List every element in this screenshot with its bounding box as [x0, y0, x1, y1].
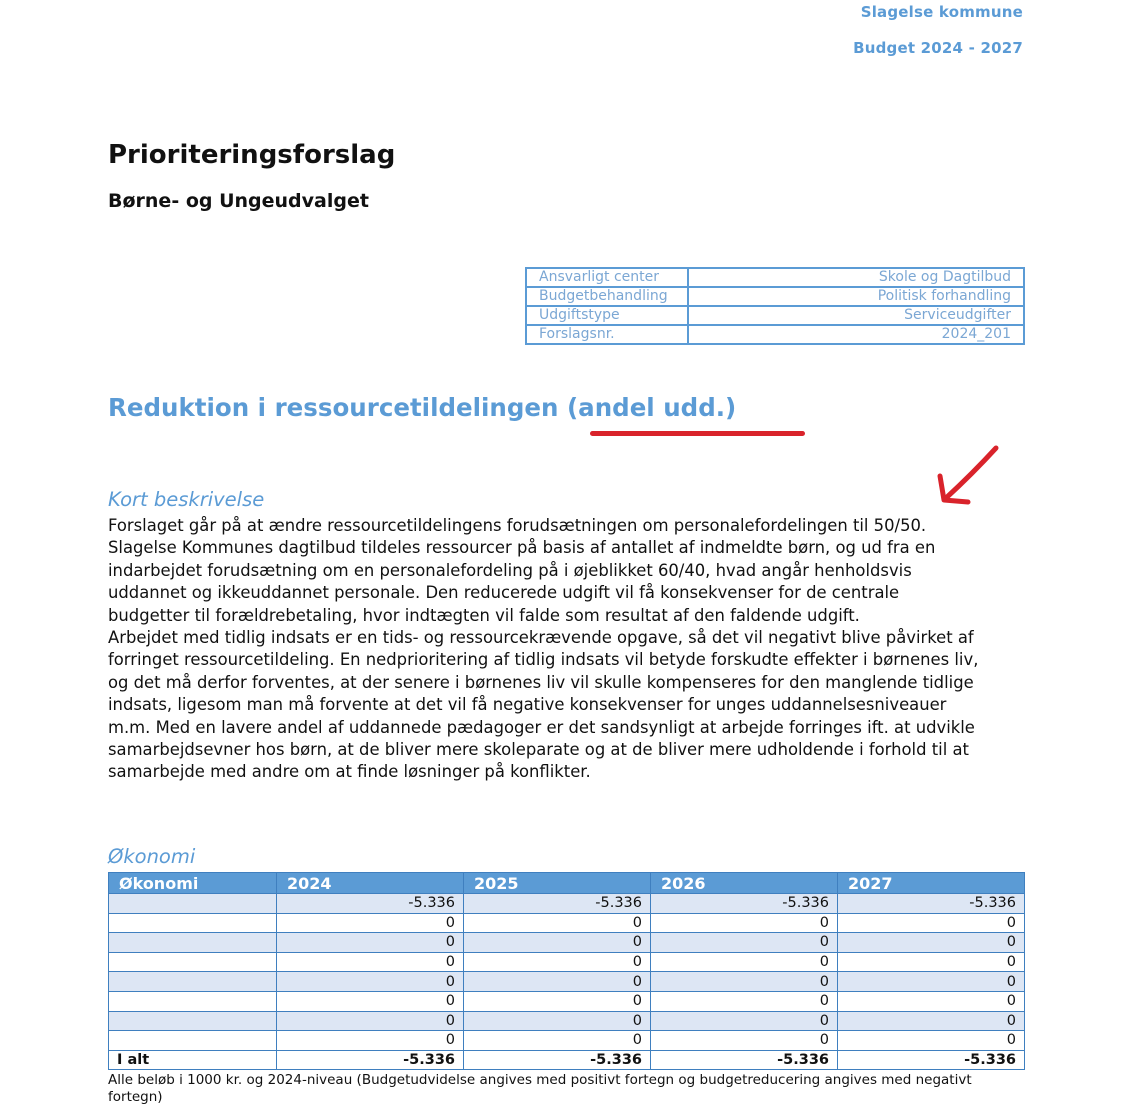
table-row	[109, 1031, 1025, 1051]
total-value: -5.336	[277, 1050, 464, 1070]
row-label	[109, 1011, 277, 1031]
cell-value: 0	[277, 952, 464, 972]
meta-value: Serviceudgifter	[688, 306, 1024, 325]
red-arrow-annotation	[930, 440, 1002, 510]
cell-value: 0	[838, 952, 1025, 972]
meta-value: Politisk forhandling	[688, 287, 1024, 306]
cell-value: 0	[838, 1031, 1025, 1051]
cell-value: -5.336	[277, 894, 464, 914]
column-header: 2025	[464, 873, 651, 894]
economy-section-title: Økonomi	[108, 845, 196, 868]
total-label: I alt	[109, 1050, 277, 1070]
cell-value: 0	[277, 1031, 464, 1051]
proposal-meta-table	[525, 267, 1025, 345]
budget-period: Budget 2024 - 2027	[853, 39, 1023, 57]
total-value: -5.336	[651, 1050, 838, 1070]
cell-value: 0	[464, 913, 651, 933]
meta-row	[526, 306, 1024, 325]
description-line: indarbejdet forudsætning om en personalefordeling på i øjeblikket 60/40, hvad angår henholdsvis	[108, 560, 912, 580]
description-section-title: Kort beskrivelse	[108, 488, 265, 511]
total-row	[109, 1050, 1025, 1070]
economy-table	[108, 872, 1025, 1070]
meta-key: Budgetbehandling	[526, 287, 688, 306]
description-line: samarbejdsevner hos børn, at de bliver mere skoleparate og at de bliver mere udholdende i forhold til at	[108, 740, 969, 760]
cell-value: 0	[651, 1011, 838, 1031]
cell-value: 0	[277, 913, 464, 933]
description-line: Forslaget går på at ændre ressourcetildelingens forudsætningen om personalefordelingen til 50/50.	[108, 516, 927, 535]
row-label	[109, 933, 277, 953]
row-label	[109, 894, 277, 914]
meta-row	[526, 325, 1024, 344]
cell-value: 0	[651, 972, 838, 992]
cell-value: 0	[838, 1011, 1025, 1031]
red-underline-annotation	[590, 431, 805, 436]
description-text	[108, 515, 1028, 784]
cell-value: 0	[651, 991, 838, 1011]
table-row	[109, 933, 1025, 953]
economy-footnote: Alle beløb i 1000 kr. og 2024-niveau (Budgetudvidelse angives med positivt fortegn og budgetreducering angives med negativt fortegn)	[108, 1072, 972, 1105]
description-line: samarbejde med andre om at finde løsninger på konflikter.	[108, 762, 591, 782]
description-line: forringet ressourcetildeling. En nedprioritering af tidlig indsats vil betyde forskudte effekter i børnenes liv,	[108, 650, 979, 670]
total-value: -5.336	[838, 1050, 1025, 1070]
description-line: Slagelse Kommunes dagtilbud tildeles ressourcer på basis af antallet af indmeldte børn, og ud fra en	[108, 538, 936, 558]
cell-value: 0	[651, 1031, 838, 1051]
table-row	[109, 1011, 1025, 1031]
description-line: og det må derfor forventes, at der senere i børnenes liv vil skulle kompenseres for den manglende tidlige	[108, 672, 974, 692]
table-row	[109, 991, 1025, 1011]
description-line: uddannet og ikkeuddannet personale. Den reducerede udgift vil få konsekvenser for de centrale	[108, 583, 900, 603]
meta-key: Forslagsnr.	[526, 325, 688, 344]
committee-name: Børne- og Ungeudvalget	[108, 190, 369, 212]
meta-key: Ansvarligt center	[526, 268, 688, 287]
cell-value: 0	[277, 1011, 464, 1031]
cell-value: 0	[838, 933, 1025, 953]
column-header: 2024	[277, 873, 464, 894]
cell-value: 0	[464, 972, 651, 992]
column-header: Økonomi	[109, 873, 277, 894]
cell-value: -5.336	[651, 894, 838, 914]
cell-value: 0	[277, 972, 464, 992]
table-row	[109, 952, 1025, 972]
meta-key: Udgiftstype	[526, 306, 688, 325]
municipality-name: Slagelse kommune	[860, 3, 1023, 21]
cell-value: 0	[277, 933, 464, 953]
row-label	[109, 913, 277, 933]
table-row	[109, 972, 1025, 992]
table-row	[109, 894, 1025, 914]
column-header: 2026	[651, 873, 838, 894]
meta-row	[526, 268, 1024, 287]
cell-value: 0	[464, 933, 651, 953]
cell-value: 0	[651, 913, 838, 933]
description-line: m.m. Med en lavere andel af uddannede pædagoger er det sandsynligt at arbejde forringes ift. at udvikle	[108, 717, 975, 737]
cell-value: 0	[838, 913, 1025, 933]
description-line: Arbejdet med tidlig indsats er en tids- og ressourcekrævende opgave, så det vil negativt blive påvirket af	[108, 628, 974, 648]
cell-value: 0	[651, 952, 838, 972]
cell-value: 0	[464, 1011, 651, 1031]
table-row	[109, 913, 1025, 933]
description-line: indsats, ligesom man må forvente at det vil få negative konsekvenser for unges uddannelsesniveauer	[108, 695, 947, 715]
row-label	[109, 972, 277, 992]
cell-value: 0	[464, 991, 651, 1011]
row-label	[109, 1031, 277, 1051]
cell-value: 0	[651, 933, 838, 953]
row-label	[109, 952, 277, 972]
cell-value: -5.336	[464, 894, 651, 914]
meta-row	[526, 287, 1024, 306]
document-title: Prioriteringsforslag	[108, 140, 396, 170]
proposal-heading: Reduktion i ressourcetildelingen (andel udd.)	[108, 393, 737, 422]
column-header: 2027	[838, 873, 1025, 894]
economy-header-row	[109, 873, 1025, 894]
cell-value: -5.336	[838, 894, 1025, 914]
cell-value: 0	[464, 952, 651, 972]
cell-value: 0	[277, 991, 464, 1011]
meta-value: 2024_201	[688, 325, 1024, 344]
total-value: -5.336	[464, 1050, 651, 1070]
description-line: budgetter til forældrebetaling, hvor indtægten vil falde som resultat af den faldende udgift.	[108, 605, 860, 625]
meta-value: Skole og Dagtilbud	[688, 268, 1024, 287]
cell-value: 0	[464, 1031, 651, 1051]
cell-value: 0	[838, 991, 1025, 1011]
row-label	[109, 991, 277, 1011]
cell-value: 0	[838, 972, 1025, 992]
